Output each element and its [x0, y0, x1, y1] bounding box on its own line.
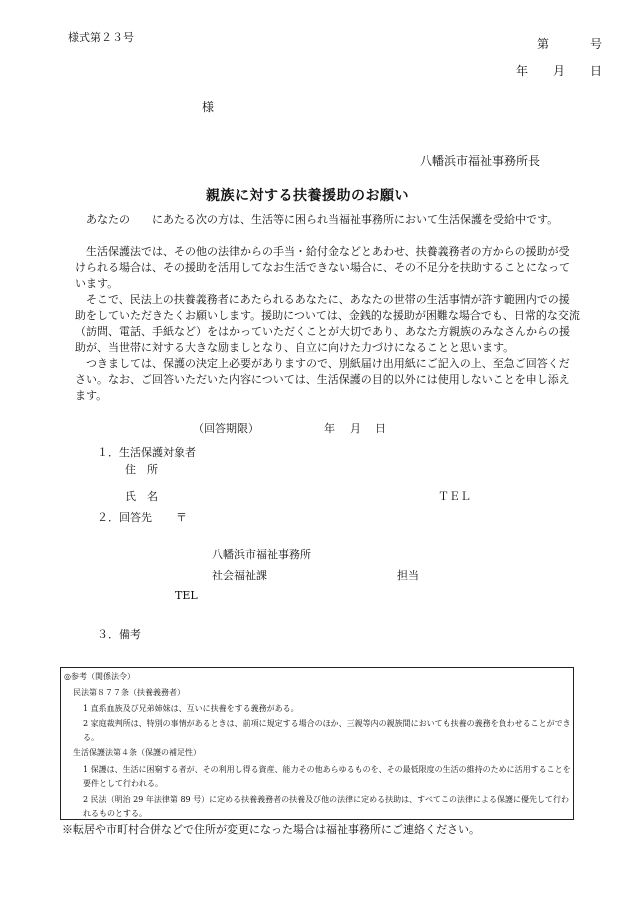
date-year-label: 年	[516, 64, 529, 78]
address-label: 住 所	[125, 463, 158, 476]
section3-heading: ３．備考	[97, 628, 141, 641]
welfare-law-title: 生活保護法第４条（保護の補足性）	[73, 748, 201, 757]
form-number: 様式第２３号	[68, 31, 134, 44]
paragraph-intro: あなたの にあたる次の方は、生活等に困られ当福祉事務所において生活保護を受給中です。	[86, 213, 559, 226]
deadline-month: 月	[350, 422, 361, 435]
section1-heading: １．生活保護対象者	[97, 446, 196, 459]
welfare-law-item: 1 保護は、生活に困窮する者が、その利用し得る資産、能力その他あらゆるものを、その最低限度の生活の維持のために活用することを要件として行われる。	[83, 765, 571, 788]
date-month-label: 月	[553, 64, 566, 78]
deadline-year: 年	[324, 422, 335, 435]
section2-heading: ２．回答先	[97, 511, 152, 524]
deadline-day: 日	[375, 422, 386, 435]
doc-number-prefix: 第	[537, 37, 550, 51]
paragraph-reply: つきましては、保護の決定上必要がありますので、別紙届け出用紙にご記入の上、至急ご回答ください。なお、ご回答いただいた内容については、生活保護の目的以外には使用しないことを申し添えます。	[75, 357, 570, 402]
postal-mark: 〒	[176, 511, 187, 524]
reply-office: 八幡浜市福祉事務所	[212, 548, 311, 561]
tel-label: ＴＥＬ	[438, 490, 471, 503]
footer-note: ※転居や市町村合併などで住所が変更になった場合は福祉事務所にご連絡ください。	[62, 823, 480, 836]
deadline-label: （回答期限）	[193, 422, 259, 435]
date-day-label: 日	[590, 64, 603, 78]
welfare-law-item: 2 民法（明治 29 年法律第 89 号）に定める扶養義務者の扶養及び他の法律に定める扶助は、すべてこの法律による保護に優先して行われるものとする。	[83, 795, 569, 818]
reply-division: 社会福祉課	[212, 569, 267, 582]
civil-code-item: 2 家庭裁判所は、特別の事情があるときは、前項に規定する場合のほか、三親等内の親族間においても扶養の義務を負わせることができる。	[83, 719, 571, 742]
reply-person-label: 担当	[397, 569, 419, 582]
paragraph-law: 生活保護法では、その他の法律からの手当・給付金などとあわせ、扶養義務者の方からの援助が受けられる場合は、その援助を活用してなお生活できない場合に、その不足分を扶助することになっています。	[75, 245, 570, 290]
recipient-honorific: 様	[202, 100, 215, 114]
sender-name: 八幡浜市福祉事務所長	[420, 154, 541, 168]
paragraph-request: そこで、民法上の扶養義務者にあたられるあなたに、あなたの世帯の生活事情が許す範囲内での援助をしていただきたくお願いします。援助については、金銭的な援助が困難な場合でも、日常的な交流（訪問、電話、手紙など）をはかっていただくことが大切であり、あなた方親族のみなさんからの援助が、当世帯に対する大きな励ましとなり、自立に向けた力づけになることと思います。	[75, 293, 580, 354]
civil-code-item: 1 直系血族及び兄弟姉妹は、互いに扶養をする義務がある。	[83, 704, 299, 713]
civil-code-title: 民法第８７７条（扶養義務者）	[73, 688, 185, 697]
name-label: 氏 名	[125, 490, 158, 503]
document-title: 親族に対する扶養援助のお願い	[206, 188, 409, 204]
reply-tel-label: TEL	[175, 589, 198, 602]
doc-number-suffix: 号	[590, 37, 603, 51]
reference-header: ◎参考（関係法令）	[64, 672, 135, 681]
reference-box	[60, 667, 574, 820]
